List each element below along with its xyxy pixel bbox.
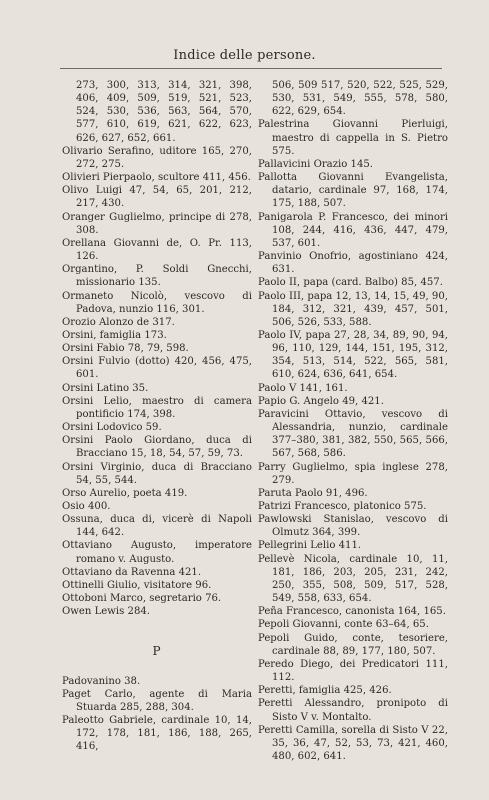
index-entry: Paolo III, papa 12, 13, 14, 15, 49, 90, 184, 312, 321, 439, 457, 501, 506, 526, 533, 588.: [258, 290, 448, 328]
index-entry: Ottinelli Giulio, visitatore 96.: [62, 579, 212, 591]
index-entry: Paget Carlo, agente di Maria Stuarda 285, 288, 304.: [62, 688, 252, 713]
index-entry: Orsini, famiglia 173.: [62, 329, 167, 341]
index-entry: Paolo V 141, 161.: [258, 382, 348, 394]
index-entry: Paleotto Gabriele, cardinale 10, 14, 172, 178, 181, 186, 188, 265, 416,: [62, 715, 252, 753]
index-entry: Organtino, P. Soldi Gnecchi, missionario 135.: [62, 264, 252, 289]
index-entry: Owen Lewis 284.: [62, 606, 151, 618]
index-entry: Orellana Giovanni de, O. Pr. 113, 126.: [62, 237, 252, 263]
index-entry: Ottaviano da Ravenna 421.: [62, 566, 202, 578]
left-entries-p: [62, 675, 252, 754]
index-entry: Orozio Alonzo de 317.: [62, 316, 175, 328]
index-entry: Ottaviano Augusto, imperatore romano v. Augusto.: [62, 540, 252, 565]
index-entry: Pellevè Nicola, cardinale 10, 11, 181, 186, 203, 205, 231, 242, 250, 355, 508, 509, 517, 528, 549, 558, 633, 654.: [258, 553, 448, 605]
index-entry: Paolo II, papa (card. Balbo) 85, 457.: [258, 277, 443, 289]
index-entry: Panvinio Onofrio, agostiniano 424, 631.: [258, 251, 448, 276]
index-entry: Ormaneto Nicolò, vescovo di Padova, nunzio 116, 301.: [62, 290, 252, 315]
index-entry: Pellegrini Lelio 411.: [258, 540, 362, 552]
index-entry: Palestrina Giovanni Pierluigi, maestro di cappella in S. Pietro 575.: [258, 119, 448, 157]
index-entry: Parry Guglielmo, spia inglese 278, 279.: [258, 461, 448, 486]
index-entry: Padovanino 38.: [62, 675, 141, 687]
index-entry: Orsini Lelio, maestro di camera pontificio 174, 398.: [62, 395, 252, 420]
index-entry: Pallavicini Orazio 145.: [258, 158, 374, 170]
index-entry: Orsini Latino 35.: [62, 382, 149, 394]
index-entry: Papio G. Angelo 49, 421.: [258, 395, 384, 407]
index-entry: Pepoli Guido, conte, tesoriere, cardinale 88, 89, 177, 180, 507.: [258, 632, 448, 657]
header-rule: [60, 68, 442, 69]
index-entry: Osio 400.: [62, 501, 111, 512]
index-entry: Orsini Paolo Giordano, duca di Bracciano 15, 18, 54, 57, 59, 73.: [62, 435, 252, 460]
index-entry: Paolo IV, papa 27, 28, 34, 89, 90, 94, 96, 110, 129, 144, 151, 195, 312, 354, 513, 514, 522, 565, 581, 610, 624, 636, 641, 654.: [258, 329, 448, 381]
right-entries: [258, 79, 448, 763]
index-entry: Peretti Camilla, sorella di Sisto V 22, 35, 36, 47, 52, 53, 73, 421, 460, 480, 602, 641.: [258, 724, 448, 762]
index-entry: Orsini Lodovico 59.: [62, 422, 162, 434]
left-entries: [62, 79, 252, 618]
index-entry: 273, 300, 313, 314, 321, 398, 406, 409, 509, 519, 521, 523, 524, 530, 536, 563, 564, 570, 577, 610, 619, 621, 622, 623, 626, 627, 652, 661.: [76, 80, 252, 144]
index-entry: Ossuna, duca di, vicerè di Napoli 144, 642.: [62, 514, 252, 539]
index-entry: Peredo Diego, dei Predicatori 111, 112.: [258, 658, 448, 684]
index-entry: Pepoli Giovanni, conte 63–64, 65.: [258, 619, 429, 631]
index-entry: Orso Aurelio, poeta 419.: [62, 487, 188, 499]
index-entry: Olivo Luigi 47, 54, 65, 201, 212, 217, 430.: [62, 185, 252, 210]
index-entry: Panigarola P. Francesco, dei minori 108, 244, 416, 436, 447, 479, 537, 601.: [258, 211, 448, 249]
right-column: [258, 79, 448, 763]
left-column: [62, 79, 252, 754]
index-entry: Paruta Paolo 91, 496.: [258, 487, 368, 499]
index-entry: Orsini Fulvio (dotto) 420, 456, 475, 601.: [62, 356, 252, 381]
index-entry: Peña Francesco, canonista 164, 165.: [258, 606, 446, 618]
index-entry: Peretti Alessandro, pronipoto di Sisto V v. Montalto.: [258, 698, 448, 723]
index-entry: 506, 509 517, 520, 522, 525, 529, 530, 531, 549, 555, 578, 580, 622, 629, 654.: [272, 80, 448, 118]
index-entry: Oranger Guglielmo, principe di 278, 308.: [62, 211, 252, 236]
index-entry: Orsini Virginio, duca di Bracciano 54, 55, 544.: [62, 461, 252, 486]
index-entry: Patrizi Francesco, platonico 575.: [258, 501, 427, 512]
index-entry: Pallotta Giovanni Evangelista, datario, cardinale 97, 168, 174, 175, 188, 507.: [258, 172, 448, 210]
index-entry: Paravicini Ottavio, vescovo di Alessandria, nunzio, cardinale 377–380, 381, 382, 550, 565, 566, 567, 568, 586.: [258, 408, 448, 460]
index-entry: Peretti, famiglia 425, 426.: [258, 685, 392, 697]
index-entry: Pawlowski Stanislao, vescovo di Olmutz 364, 399.: [258, 514, 448, 539]
section-letter: P: [152, 644, 162, 659]
index-entry: Olivario Serafino, uditore 165, 270, 272, 275.: [62, 145, 252, 170]
running-header: Indice delle persone.: [173, 48, 316, 63]
index-entry: Olivieri Pierpaolo, scultore 411, 456.: [62, 172, 251, 184]
index-entry: Orsini Fabio 78, 79, 598.: [62, 343, 189, 355]
index-entry: Ottoboni Marco, segretario 76.: [62, 593, 222, 605]
